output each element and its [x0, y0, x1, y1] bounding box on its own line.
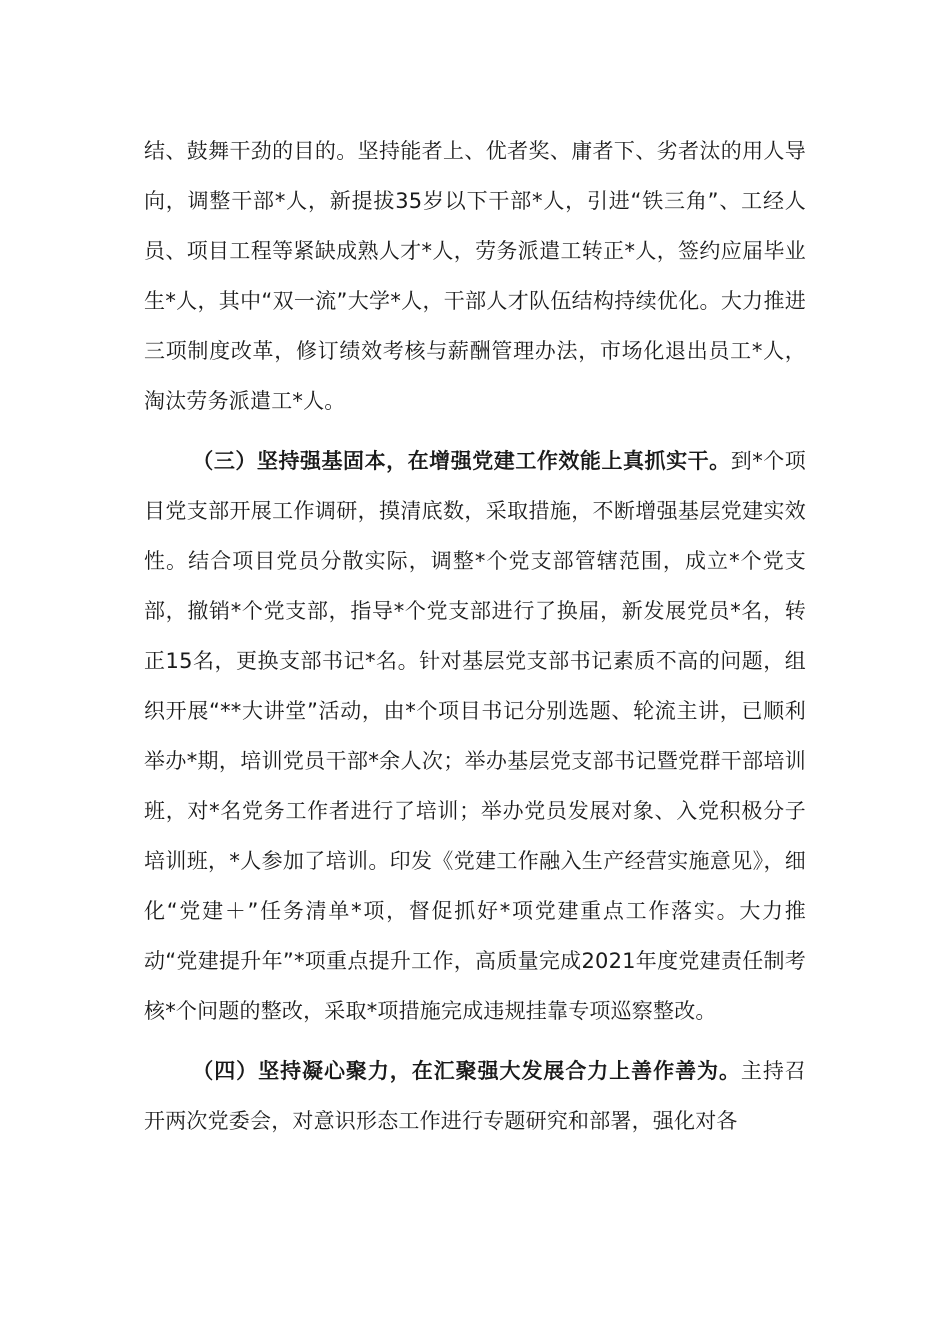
paragraph-2-lead: （三）坚持强基固本，在增强党建工作效能上真抓实干。: [192, 449, 731, 473]
paragraph-3-lead: （四）坚持凝心聚力，在汇聚强大发展合力上善作善为。: [192, 1059, 741, 1083]
paragraph-2-text: 到*个项目党支部开展工作调研，摸清底数，采取措施，不断增强基层党建实效性。结合项目党员分散实际，调整*个党支部管辖范围，成立*个党支部，撤销*个党支部，指导*个党支部进行了换届，新发展党员*名，转正15名，更换支部书记*名。针对基层党支部书记素质不高的问题，组织开展“**大讲堂”活动，由*个项目书记分别选题、轮流主讲，已顺利举办*期，培训党员干部*余人次；举办基层党支部书记暨党群干部培训班，对*名党务工作者进行了培训；举办党员发展对象、入党积极分子培训班，*人参加了培训。印发《党建工作融入生产经营实施意见》，细化“党建＋”任务清单*项，督促抓好*项党建重点工作落实。大力推动“党建提升年”*项重点提升工作，高质量完成2021年度党建责任制考核*个问题的整改，采取*项措施完成违规挂靠专项巡察整改。: [144, 449, 806, 1023]
paragraph-3: [144, 1046, 806, 1146]
document-body: [144, 126, 806, 1146]
paragraph-1-text: 结、鼓舞干劲的目的。坚持能者上、优者奖、庸者下、劣者汰的用人导向，调整干部*人，新提拔35岁以下干部*人，引进“铁三角”、工经人员、项目工程等紧缺成熟人才*人，劳务派遣工转正*人，签约应届毕业生*人，其中“双一流”大学*人，干部人才队伍结构持续优化。大力推进三项制度改革，修订绩效考核与薪酬管理办法，市场化退出员工*人，淘汰劳务派遣工*人。: [144, 139, 806, 413]
paragraph-1: [144, 126, 806, 426]
paragraph-3-text: 主持召开两次党委会，对意识形态工作进行专题研究和部署，强化对各: [144, 1059, 806, 1133]
paragraph-2: [144, 436, 806, 1036]
